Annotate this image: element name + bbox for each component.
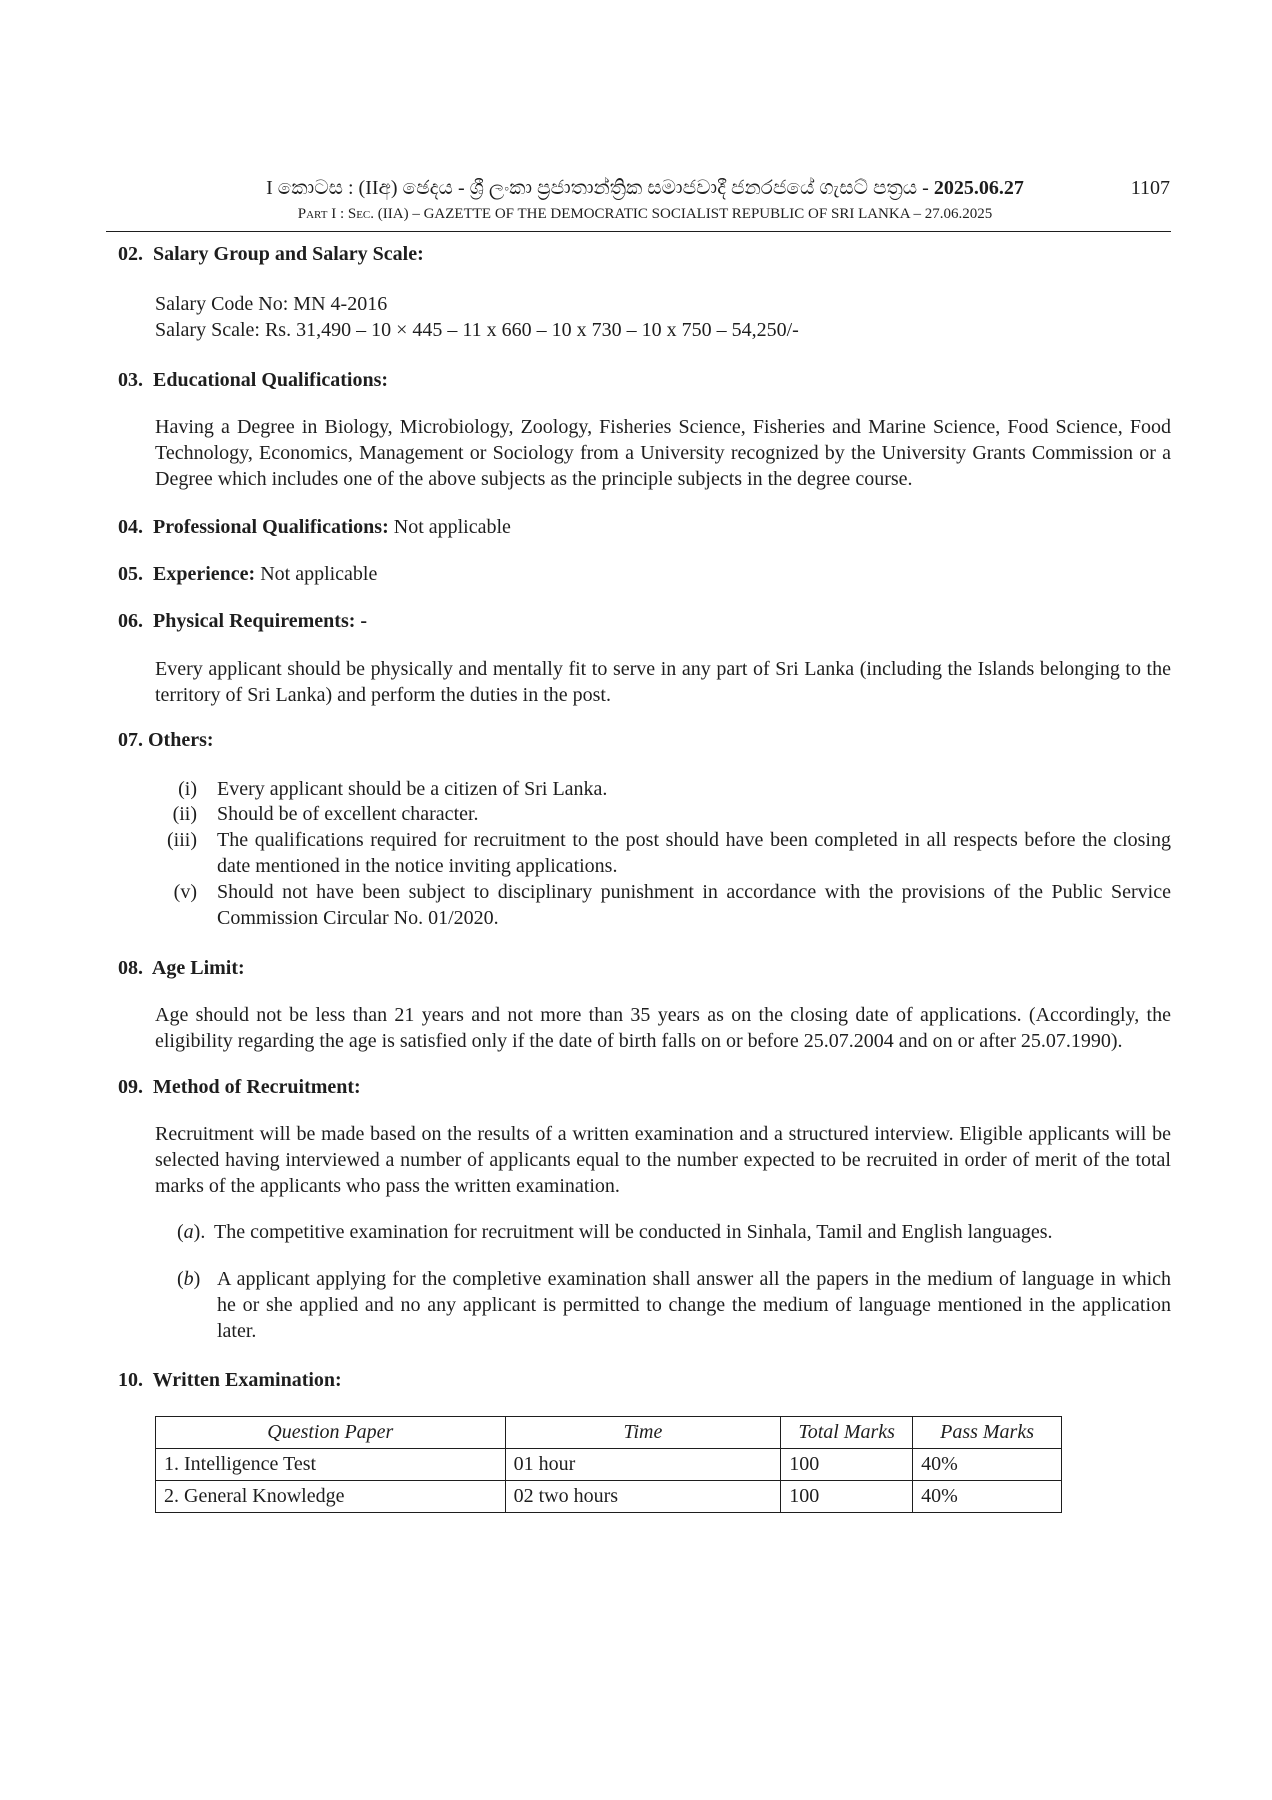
others-item-text: The qualifications required for recruitment to the post should have been completed in all respects before the closing date mentioned in the notice inviting applications. xyxy=(217,829,1171,877)
section-02-heading xyxy=(118,241,1118,267)
written-examination-table xyxy=(155,1416,1062,1513)
section-03-number: 03. xyxy=(118,369,143,391)
column-header: Question Paper xyxy=(156,1417,506,1449)
recruitment-item-label: (b) xyxy=(177,1268,201,1290)
others-item-text: Should not have been subject to disciplinary punishment in accordance with the provisions of the Public Service Commission Circular No. 01/2020. xyxy=(217,881,1171,929)
section-10-heading xyxy=(118,1367,1118,1393)
section-09-heading xyxy=(118,1074,1118,1100)
section-08-title: Age Limit: xyxy=(151,957,245,979)
table-header-row xyxy=(156,1417,1062,1449)
method-of-recruitment-text: Recruitment will be made based on the results of a written examination and a structured interview. Eligible applicants will be selected having interviewed a number of applicants equal to the number expected to be recruited in order of merit of the total marks of the applicants who pass the written examination. xyxy=(155,1123,1171,1197)
section-09-number: 09. xyxy=(118,1076,143,1098)
page-number: 1107 xyxy=(1130,177,1170,199)
table-row xyxy=(156,1449,1062,1481)
section-06-heading xyxy=(118,608,1118,634)
table-cell: 02 two hours xyxy=(505,1481,781,1513)
section-06-title: Physical Requirements: - xyxy=(153,610,368,632)
section-10-number: 10. xyxy=(118,1369,143,1391)
section-08-heading xyxy=(118,955,1118,981)
section-07-title: Others: xyxy=(148,729,214,751)
salary-code-line: Salary Code No: MN 4-2016 xyxy=(155,293,388,315)
section-04-number: 04. xyxy=(118,516,143,538)
column-header: Time xyxy=(505,1417,781,1449)
section-03-title: Educational Qualifications: xyxy=(153,369,389,391)
section-04-title: Professional Qualifications: xyxy=(153,516,389,538)
header-english-text: (IIA) – GAZETTE OF THE DEMOCRATIC SOCIALIST REPUBLIC OF SRI LANKA – 27.06.2025 xyxy=(377,206,993,222)
others-item-label: (ii) xyxy=(172,803,197,825)
educational-qualifications-text: Having a Degree in Biology, Microbiology, Zoology, Fisheries Science, Fisheries and Marine Science, Food Science, Food Technology, Economics, Management or Sociology from a University recognized by the University Grants Commission or a Degree which includes one of the above subjects as the principle subjects in the degree course. xyxy=(155,416,1171,490)
section-07-number: 07. xyxy=(118,729,143,751)
age-limit-text: Age should not be less than 21 years and not more than 35 years as on the closing date of applications. (Accordingly, the eligibility regarding the age is satisfied only if the date of birth falls on or before 25.07.2004 and on or after 25.07.1990). xyxy=(155,1004,1171,1052)
others-item-label: (v) xyxy=(173,881,197,903)
header-sinhala-date: 2025.06.27 xyxy=(933,177,1024,199)
table-cell: 100 xyxy=(781,1449,913,1481)
column-header: Pass Marks xyxy=(913,1417,1062,1449)
section-03-heading xyxy=(118,367,1118,393)
section-05-heading xyxy=(118,561,1118,587)
others-item-label: (i) xyxy=(178,778,197,800)
table-cell: 100 xyxy=(781,1481,913,1513)
salary-scale-line: Salary Scale: Rs. 31,490 – 10 × 445 – 11 x 660 – 10 x 730 – 10 x 750 – 54,250/- xyxy=(155,319,799,341)
section-07-heading xyxy=(118,727,1118,753)
recruitment-item-text: The competitive examination for recruitment will be conducted in Sinhala, Tamil and English languages. xyxy=(214,1221,1053,1243)
recruitment-item-text: A applicant applying for the completive examination shall answer all the papers in the medium of language in which he or she applied and no any applicant is permitted to change the medium of language mentioned in the application later. xyxy=(217,1268,1171,1342)
section-10-title: Written Examination: xyxy=(152,1369,342,1391)
others-item-text: Should be of excellent character. xyxy=(217,803,479,825)
header-part-label: Part I xyxy=(297,206,337,222)
header-rule xyxy=(106,231,1171,232)
header-sinhala-text: I කොටස : (IIඅ) ඡෙදය - ශ්‍රී ලංකා ප්‍රජාතාන්ත්‍රික සමාජවාදී ජනරජයේ ගැසට් පත්‍රය - xyxy=(266,177,934,199)
header-english-title: Part I : Sec. (IIA) – GAZETTE OF THE DEMOCRATIC SOCIALIST REPUBLIC OF SRI LANKA – 27.06.2025 xyxy=(297,206,993,222)
section-04-heading xyxy=(118,514,1118,540)
section-02-title: Salary Group and Salary Scale: xyxy=(153,243,424,265)
others-item-label: (iii) xyxy=(167,829,197,851)
table-cell: 40% xyxy=(913,1481,1062,1513)
table-row xyxy=(156,1481,1062,1513)
section-08-number: 08. xyxy=(118,957,143,979)
physical-requirements-text: Every applicant should be physically and mentally fit to serve in any part of Sri Lanka (including the Islands belonging to the territory of Sri Lanka) and perform the duties in the post. xyxy=(155,658,1171,706)
column-header: Total Marks xyxy=(781,1417,913,1449)
section-05-value: Not applicable xyxy=(260,563,378,585)
recruitment-item-label: (a). xyxy=(177,1221,206,1243)
table-cell: 40% xyxy=(913,1449,1062,1481)
section-02-number: 02. xyxy=(118,243,143,265)
others-item-text: Every applicant should be a citizen of Sri Lanka. xyxy=(217,778,608,800)
section-09-title: Method of Recruitment: xyxy=(153,1076,361,1098)
header-sinhala-title xyxy=(230,176,1060,200)
section-04-value: Not applicable xyxy=(393,516,511,538)
header-sec-label: Sec. xyxy=(347,206,375,222)
table-cell: 1. Intelligence Test xyxy=(156,1449,506,1481)
table-cell: 01 hour xyxy=(505,1449,781,1481)
section-05-number: 05. xyxy=(118,563,143,585)
section-05-title: Experience: xyxy=(153,563,256,585)
section-06-number: 06. xyxy=(118,610,143,632)
table-cell: 2. General Knowledge xyxy=(156,1481,506,1513)
